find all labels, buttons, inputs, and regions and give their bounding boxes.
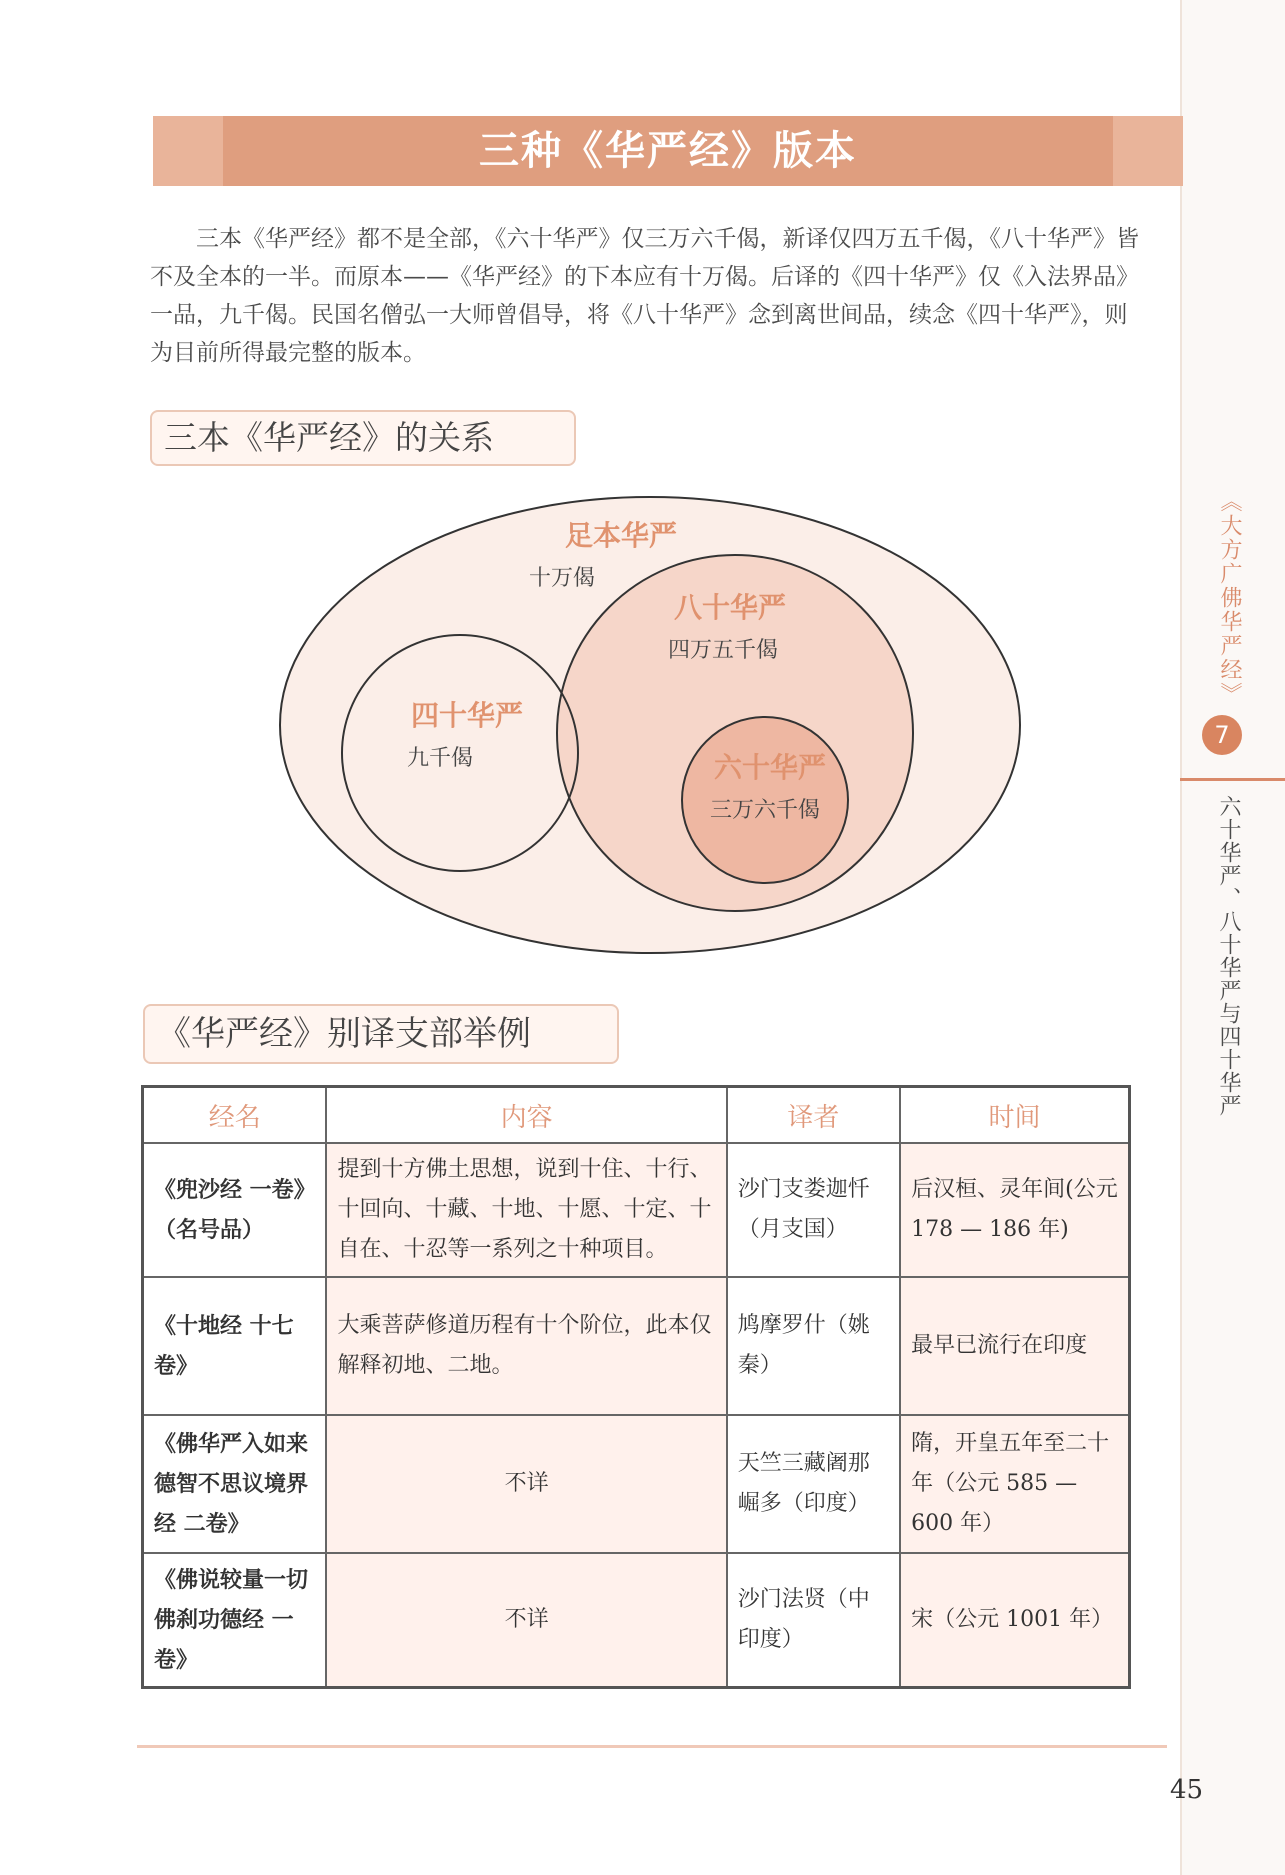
- sidebar-chapter-title: 六十华严、八十华严与四十华严: [1216, 795, 1241, 1117]
- col-header-time: 时间: [900, 1087, 1129, 1144]
- venn-outer-title: 足本华严: [565, 519, 678, 552]
- venn-outer-sub: 十万偈: [528, 566, 596, 591]
- venn-eighty-sub: 四万五千偈: [667, 638, 779, 663]
- cell-content: 不详: [326, 1415, 726, 1553]
- col-header-name: 经名: [143, 1087, 327, 1144]
- cell-translator: 沙门支娄迦忏（月支国）: [727, 1143, 900, 1277]
- chapter-badge: 7: [1202, 715, 1242, 755]
- cell-name: 《十地经 十七卷》: [143, 1277, 327, 1415]
- venn-forty-title: 四十华严: [410, 699, 524, 732]
- venn-forty-sub: 九千偈: [406, 746, 474, 771]
- cell-translator: 沙门法贤（中印度）: [727, 1553, 900, 1688]
- cell-content: 大乘菩萨修道历程有十个阶位，此本仅解释初地、二地。: [326, 1277, 726, 1415]
- translations-table: [141, 1085, 1131, 1689]
- cell-time: 最早已流行在印度: [900, 1277, 1129, 1415]
- cell-content: 提到十方佛土思想，说到十住、十行、十回向、十藏、十地、十愿、十定、十自在、十忍等一系列之十种项目。: [326, 1143, 726, 1277]
- footer-rule: [137, 1745, 1167, 1748]
- section-heading-relationship: 三本《华严经》的关系: [150, 410, 576, 466]
- table-row: [143, 1553, 1130, 1688]
- venn-eighty-title: 八十华严: [673, 591, 787, 624]
- cell-name: 《兜沙经 一卷》（名号品）: [143, 1143, 327, 1277]
- venn-diagram: [275, 485, 1025, 965]
- col-header-translator: 译者: [727, 1087, 900, 1144]
- table-row: [143, 1143, 1130, 1277]
- section-heading-translations: 《华严经》别译支部举例: [143, 1004, 619, 1064]
- table-header-row: [143, 1087, 1130, 1144]
- table-row: [143, 1277, 1130, 1415]
- cell-name: 《佛华严入如来德智不思议境界经 二卷》: [143, 1415, 327, 1553]
- sidebar-book-title: 《大方广佛华严经》: [1217, 490, 1242, 706]
- sidebar-divider: [1180, 778, 1285, 781]
- intro-paragraph: 三本《华严经》都不是全部，《六十华严》仅三万六千偈，新译仅四万五千偈，《八十华严》皆不及全本的一半。而原本——《华严经》的下本应有十万偈。后译的《四十华严》仅《入法界品》一品，九千偈。民国名僧弘一大师曾倡导，将《八十华严》念到离世间品，续念《四十华严》，则为目前所得最完整的版本。: [150, 226, 1139, 366]
- cell-time: 宋（公元 1001 年）: [900, 1553, 1129, 1688]
- cell-translator: 鸠摩罗什（姚秦）: [727, 1277, 900, 1415]
- venn-sixty-title: 六十华严: [713, 751, 827, 784]
- page-title: 三种《华严经》版本: [479, 128, 857, 174]
- cell-time: 隋，开皇五年至二十年（公元 585 — 600 年）: [900, 1415, 1129, 1553]
- col-header-content: 内容: [326, 1087, 726, 1144]
- cell-name: 《佛说较量一切佛刹功德经 一卷》: [143, 1553, 327, 1688]
- cell-content: 不详: [326, 1553, 726, 1688]
- venn-sixty-sub: 三万六千偈: [709, 798, 821, 823]
- title-banner: [153, 116, 1183, 186]
- cell-translator: 天竺三藏阇那崛多（印度）: [727, 1415, 900, 1553]
- cell-time: 后汉桓、灵年间(公元 178 — 186 年): [900, 1143, 1129, 1277]
- page-number: 45: [1170, 1775, 1204, 1805]
- table-row: [143, 1415, 1130, 1553]
